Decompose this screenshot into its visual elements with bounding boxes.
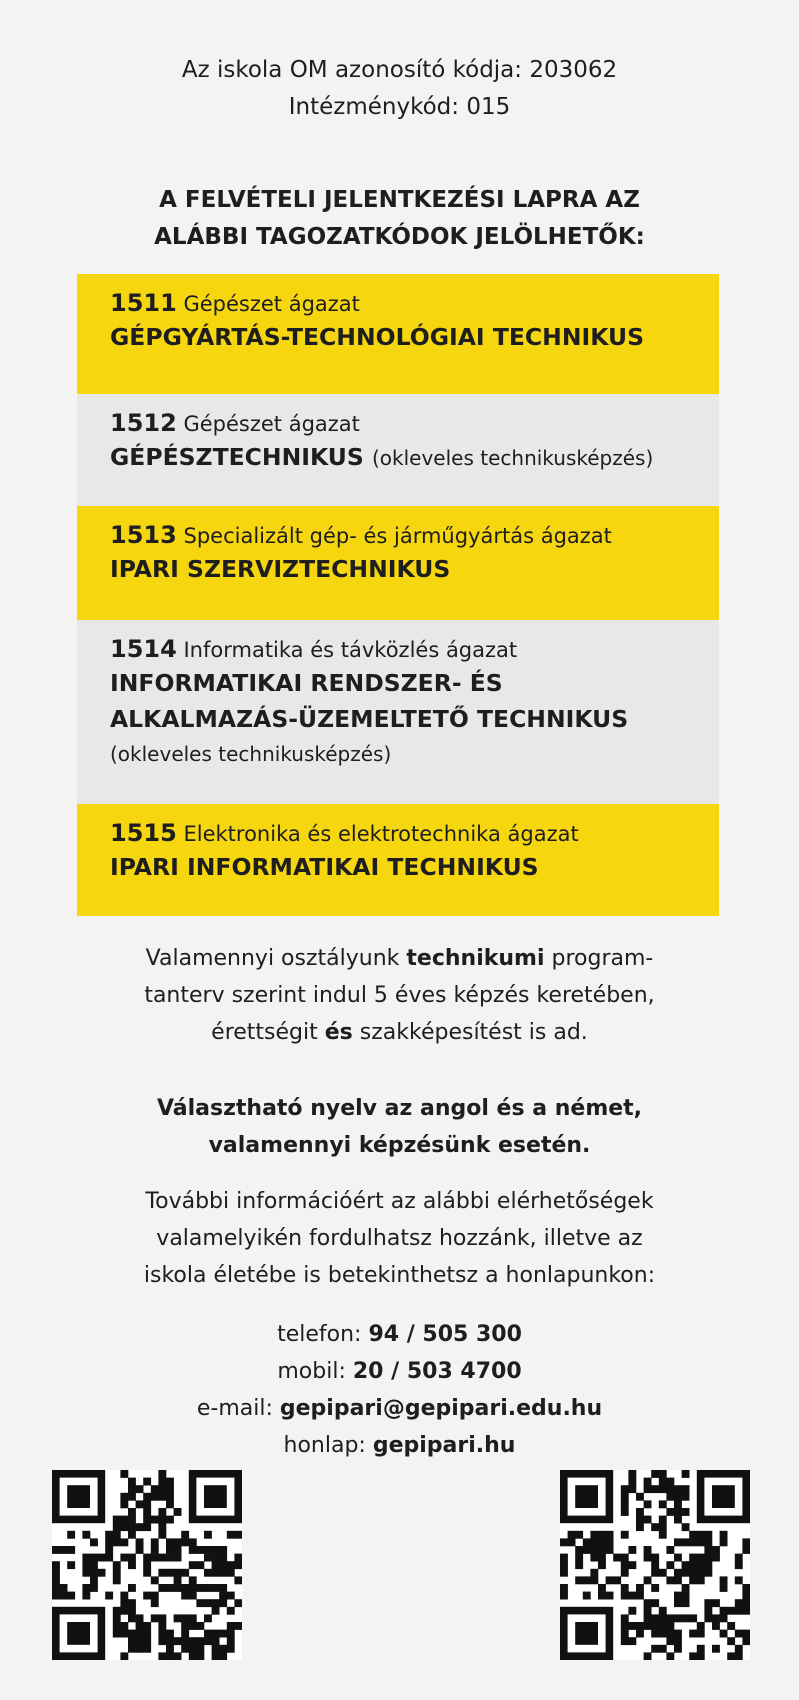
program-title: IPARI INFORMATIKAI TECHNIKUS [110, 853, 539, 881]
contact-phone [0, 1316, 799, 1353]
para1-text: szakképesítést is ad. [352, 1020, 588, 1045]
program-note: (okleveles technikusképzés) [371, 446, 654, 470]
program-list [77, 274, 719, 916]
contact-email [0, 1390, 799, 1427]
paragraph-languages [0, 1090, 799, 1164]
para1-text: érettségit [211, 1020, 325, 1045]
qr-code-left[interactable] [52, 1470, 242, 1660]
program-band-1512 [77, 394, 719, 506]
para1-line-2: tanterv szerint indul 5 éves képzés keretében, [144, 983, 655, 1008]
program-sector: Elektronika és elektrotechnika ágazat [183, 822, 579, 846]
program-code: 1512 [110, 409, 177, 437]
program-band-1515 [77, 804, 719, 916]
qr-code-icon [560, 1470, 750, 1660]
contact-label: telefon: [277, 1322, 369, 1347]
mobile-value[interactable]: 20 / 503 4700 [352, 1359, 522, 1384]
contact-web [0, 1427, 799, 1464]
program-sector: Gépészet ágazat [183, 292, 360, 316]
program-code: 1515 [110, 819, 177, 847]
para1-text: Valamennyi osztályunk [145, 946, 407, 971]
program-note: (okleveles technikusképzés) [110, 742, 392, 766]
contact-label: mobil: [277, 1359, 353, 1384]
program-title: GÉPÉSZTECHNIKUS [110, 443, 364, 471]
program-title-line-2: ALKALMAZÁS-ÜZEMELTETŐ TECHNIKUS [110, 705, 629, 733]
paragraph-info [0, 1183, 799, 1294]
program-code: 1513 [110, 521, 177, 549]
para3-line-2: valamelyikén fordulhatsz hozzánk, illetve az [156, 1226, 643, 1251]
program-code: 1514 [110, 635, 177, 663]
om-code-line: Az iskola OM azonosító kódja: 203062 [181, 57, 618, 83]
program-title: GÉPGYÁRTÁS-TECHNOLÓGIAI TECHNIKUS [110, 323, 645, 351]
program-title-line-1: INFORMATIKAI RENDSZER- ÉS [110, 669, 503, 697]
contact-label: e-mail: [196, 1396, 280, 1421]
program-sector: Specializált gép- és járműgyártás ágazat [183, 524, 612, 548]
qr-code-icon [52, 1470, 242, 1660]
program-title: IPARI SZERVIZTECHNIKUS [110, 555, 451, 583]
website-link[interactable]: gepipari.hu [372, 1433, 516, 1458]
paragraph-technikum [0, 940, 799, 1051]
contact-label: honlap: [283, 1433, 373, 1458]
program-sector: Informatika és távközlés ágazat [183, 638, 518, 662]
contact-list [0, 1316, 799, 1464]
program-code: 1511 [110, 289, 177, 317]
contact-mobile [0, 1353, 799, 1390]
para1-text: program- [544, 946, 654, 971]
para2-line-1: Választható nyelv az angol és a német, [156, 1096, 643, 1121]
program-band-1511 [77, 274, 719, 394]
para3-line-3: iskola életébe is betekinthetsz a honlapunkon: [143, 1263, 656, 1288]
para1-bold: technikumi [406, 946, 545, 971]
program-band-1514 [77, 620, 719, 804]
institution-code-line: Intézménykód: 015 [288, 94, 511, 120]
para2-line-2: valamennyi képzésünk esetén. [208, 1133, 591, 1158]
qr-code-right[interactable] [560, 1470, 750, 1660]
heading-line-2: ALÁBBI TAGOZATKÓDOK JELÖLHETŐK: [154, 224, 645, 250]
phone-value[interactable]: 94 / 505 300 [368, 1322, 522, 1347]
email-link[interactable]: gepipari@gepipari.edu.hu [279, 1396, 603, 1421]
section-heading [0, 182, 799, 256]
program-sector: Gépészet ágazat [183, 412, 360, 436]
para1-bold: és [324, 1020, 353, 1045]
program-band-1513 [77, 506, 719, 620]
para3-line-1: További információért az alábbi elérhetőségek [145, 1189, 654, 1214]
heading-line-1: A FELVÉTELI JELENTKEZÉSI LAPRA AZ [159, 187, 640, 213]
school-ids [0, 52, 799, 126]
